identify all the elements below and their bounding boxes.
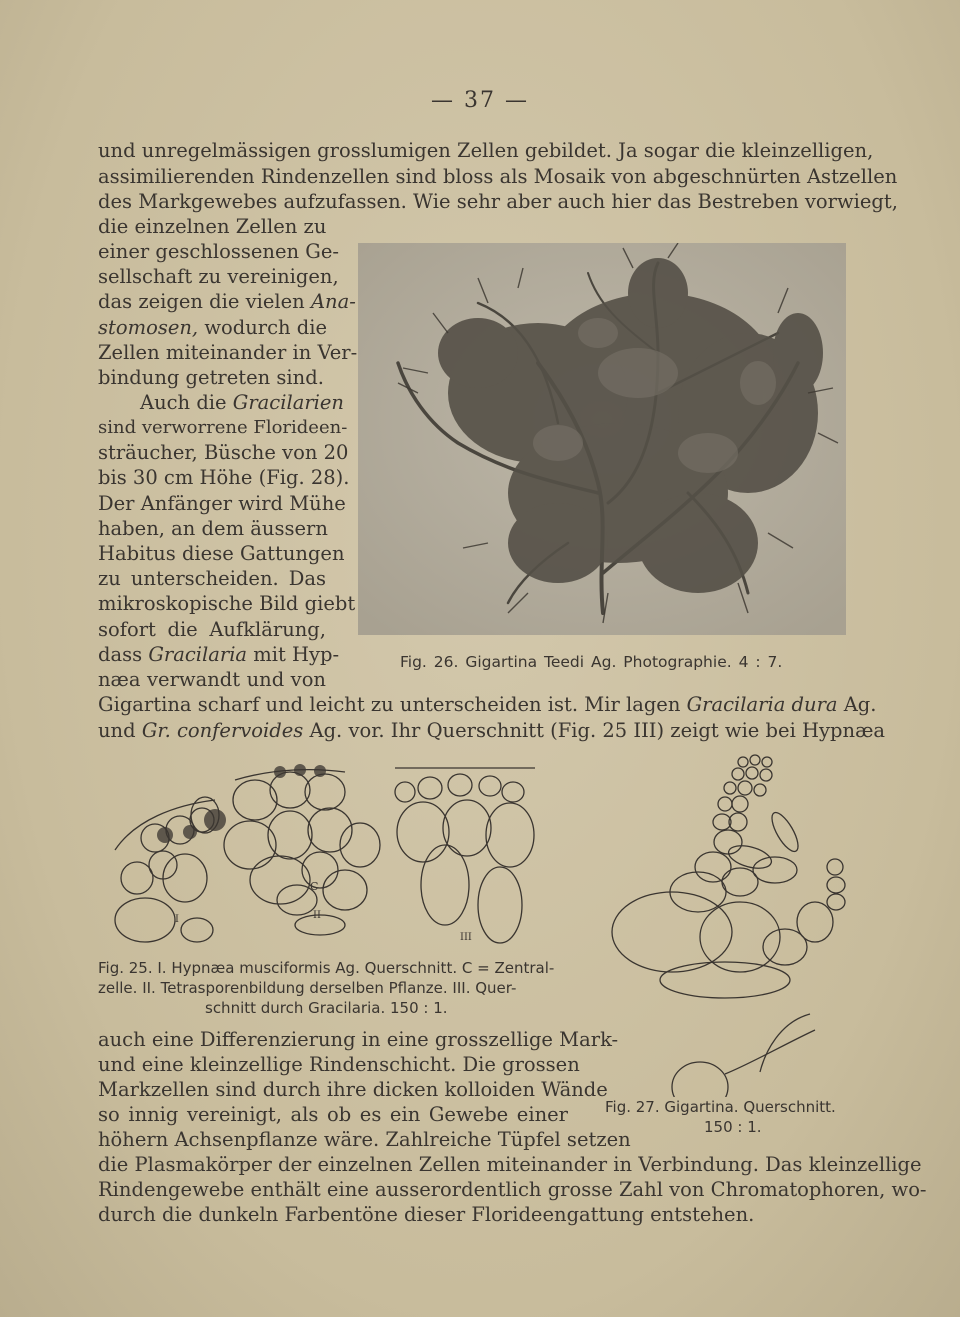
text-line: höhern Achsenpflanze wäre. Zahlreiche Tüpfel setzen — [98, 1128, 631, 1151]
fig25-label-ii: II — [313, 910, 321, 921]
text-line: die Plasmakörper der einzelnen Zellen miteinander in Verbindung. Das kleinzellige — [98, 1153, 922, 1176]
text-line: Habitus diese Gattungen — [98, 542, 345, 565]
text-line: haben, an dem äussern — [98, 517, 328, 540]
fig25-label-i: I — [175, 914, 179, 925]
page-number: — 37 — — [431, 88, 529, 113]
text-span: mit Hyp- — [247, 643, 340, 666]
text-line: sofort die Aufklärung, — [98, 618, 326, 641]
text-span: und — [98, 719, 142, 742]
fig25-caption-line: Fig. 25. I. Hypnæa musciformis Ag. Querschnitt. C = Zentral- — [98, 959, 555, 977]
text-span: das zeigen die vielen — [98, 290, 311, 313]
text-line: des Markgewebes aufzufassen. Wie sehr aber auch hier das Bestreben vorwiegt, — [98, 190, 898, 213]
text-line: auch eine Differenzierung in eine grosszellige Mark- — [98, 1028, 619, 1051]
text-span: Gigartina scharf und leicht zu unterscheiden ist. Mir lagen — [98, 693, 687, 716]
fig27-caption-line: 150 : 1. — [704, 1118, 762, 1136]
text-line: Rindengewebe enthält eine ausserordentlich grosse Zahl von Chromatophoren, wo- — [98, 1178, 927, 1201]
text-line: zu unterscheiden. Das — [98, 567, 326, 590]
text-span: Ag. — [837, 693, 877, 716]
text-span: dass — [98, 643, 149, 666]
fig25-caption-line: zelle. II. Tetrasporenbildung derselben Pflanze. III. Quer- — [98, 979, 517, 997]
text-line — [98, 642, 340, 667]
text-line: und unregelmässigen grosslumigen Zellen gebildet. Ja sogar die kleinzelligen, — [98, 139, 874, 162]
text-line: bindung getreten sind. — [98, 366, 324, 389]
text-line — [98, 718, 886, 743]
text-line: sind verworrene Florideen- — [98, 417, 348, 438]
fig26-photograph — [358, 243, 846, 635]
text-line: bis 30 cm Höhe (Fig. 28). — [98, 466, 350, 489]
text-line: und eine kleinzellige Rindenschicht. Die grossen — [98, 1053, 580, 1076]
text-line — [98, 692, 877, 717]
italic-span: Gracilaria — [148, 643, 248, 666]
fig27-caption-line: Fig. 27. Gigartina. Querschnitt. — [605, 1098, 836, 1116]
text-line: so innig vereinigt, als ob es ein Gewebe einer — [98, 1103, 568, 1126]
fig25-label-iii: III — [460, 932, 472, 943]
text-line: Markzellen sind durch ihre dicken kolloiden Wände — [98, 1078, 608, 1101]
fig26-caption: Fig. 26. Gigartina Teedi Ag. Photographie. 4 : 7. — [400, 653, 783, 671]
text-line: Zellen miteinander in Ver- — [98, 341, 358, 364]
text-line: die einzelnen Zellen zu — [98, 215, 327, 238]
text-line: sellschaft zu vereinigen, — [98, 265, 339, 288]
seaweed-photo-graphic — [358, 243, 846, 635]
fig25-drawing — [105, 760, 585, 950]
text-line: einer geschlossenen Ge- — [98, 240, 339, 263]
italic-span: Gracilarien — [232, 391, 344, 414]
text-line — [98, 315, 326, 340]
text-line: Der Anfänger wird Mühe — [98, 492, 346, 515]
text-line: sträucher, Büsche von 20 — [98, 441, 349, 464]
text-line — [140, 390, 344, 415]
text-line: mikroskopische Bild giebt — [98, 592, 356, 615]
italic-span: Ana- — [310, 290, 356, 313]
italic-span: Gracilaria dura — [686, 693, 838, 716]
italic-span: stomosen, — [98, 316, 199, 339]
text-span: Auch die — [140, 391, 233, 414]
text-line: næa verwandt und von — [98, 668, 326, 691]
italic-span: Gr. confervoides — [141, 719, 304, 742]
fig27-drawing — [600, 752, 860, 1097]
text-line — [98, 289, 356, 314]
text-line: assimilierenden Rindenzellen sind bloss als Mosaik von abgeschnürten Astzellen — [98, 165, 898, 188]
fig25-caption-line: schnitt durch Gracilaria. 150 : 1. — [205, 999, 448, 1017]
text-span: Ag. vor. Ihr Querschnitt (Fig. 25 III) zeigt wie bei Hypnæa — [303, 719, 886, 742]
text-line: durch die dunkeln Farbentöne dieser Florideengattung entstehen. — [98, 1203, 755, 1226]
text-span: wodurch die — [198, 316, 328, 339]
fig25-label-c: C — [310, 880, 319, 893]
